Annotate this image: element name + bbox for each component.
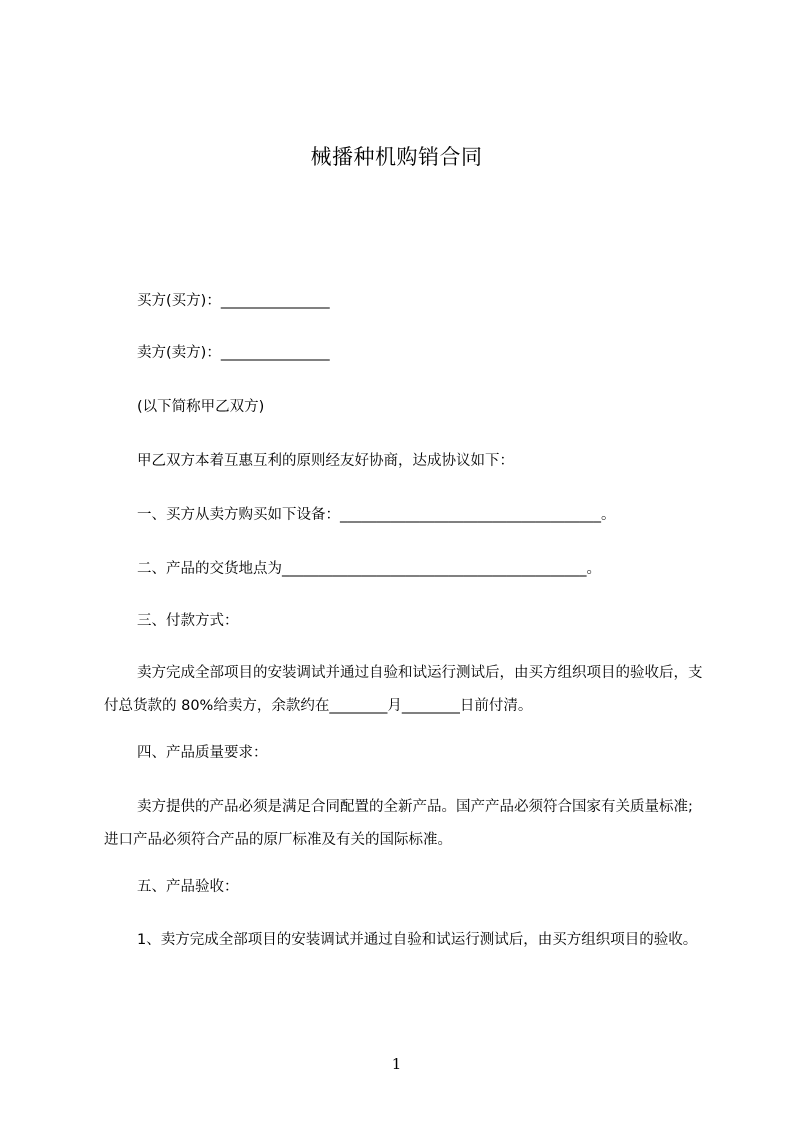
document-title: 械播种机购销合同 — [310, 145, 483, 169]
buyer-line: 买方(买方)：_______________ — [137, 293, 330, 309]
clause-3-heading: 三、付款方式： — [137, 613, 239, 629]
clause-5-heading: 五、产品验收： — [137, 879, 239, 895]
clause-3-paragraph — [104, 657, 706, 723]
clause-4-heading: 四、产品质量要求： — [137, 745, 268, 761]
page-number: 1 — [391, 1055, 402, 1073]
seller-line: 卖方(卖方)：_______________ — [137, 345, 330, 361]
clause-4-paragraph — [104, 791, 706, 857]
clause-1-line: 一、买方从卖方购买如下设备：____________________________________。 — [137, 507, 616, 523]
clause-4-text: 卖方提供的产品必须是满足合同配置的全新产品。国产产品必须符合国家有关质量标准;进口产品必须符合产品的原厂标准及有关的国际标准。 — [104, 799, 693, 848]
agreement-line: 甲乙双方本着互惠互利的原则经友好协商，达成协议如下： — [137, 453, 514, 469]
clause-5-text: 1、卖方完成全部项目的安装调试并通过自验和试运行测试后，由买方组织项目的验收。 — [137, 932, 698, 948]
clause-3-text: 卖方完成全部项目的安装调试并通过自验和试运行测试后，由买方组织项目的验收后，支付总货款的 80%给卖方，余款约在________月________日前付清。 — [104, 665, 703, 714]
clause-5-paragraph — [104, 924, 706, 957]
abbreviation-line: (以下简称甲乙双方) — [137, 399, 265, 415]
clause-2-line: 二、产品的交货地点为__________________________________________。 — [137, 561, 601, 577]
